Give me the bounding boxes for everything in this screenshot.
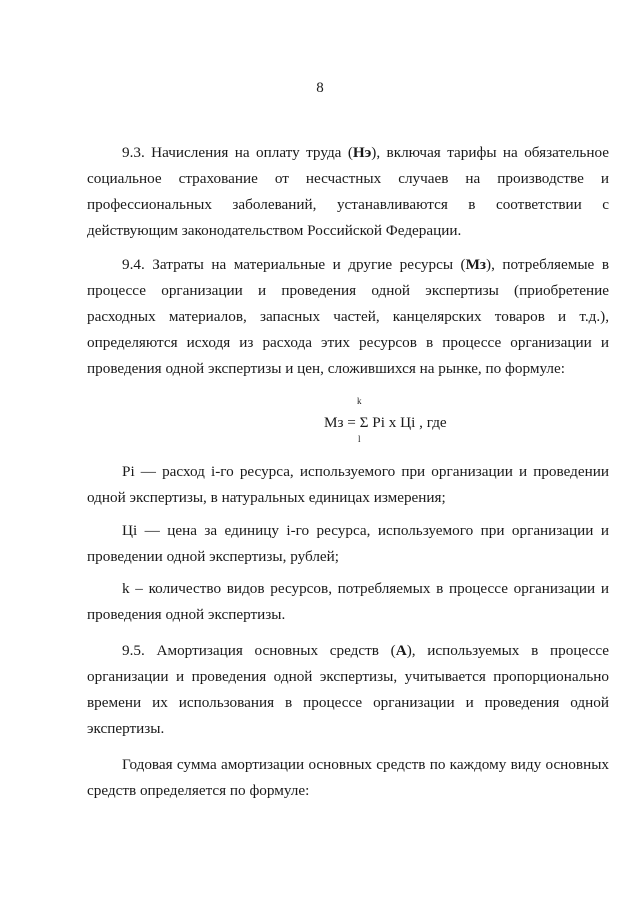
paragraph-number: 9.3. xyxy=(122,144,145,161)
paragraph-text: ), включая тарифы на обязательное социальное страхование от несчастных случаев на производстве и профессиональных заболеваний, устанавливаются в соответствии с действующим законодательством Российской Федерации. xyxy=(87,144,610,239)
paragraph-9-4 xyxy=(87,252,609,382)
definition-ci xyxy=(87,518,609,570)
formula-mz xyxy=(0,396,640,446)
term-bold: А xyxy=(395,642,407,659)
sum-lower-limit: l xyxy=(358,434,361,444)
definition-text: Pi — расход i-го ресурса, используемого при организации и проведении одной экспертизы, в натуральных единицах измерения; xyxy=(87,463,609,506)
paragraph-annual-depreciation xyxy=(87,752,609,804)
formula-expression: Мз = Σ Pi x Цi , где xyxy=(324,414,447,431)
term-bold: Мз xyxy=(465,256,487,273)
definition-text: Цi — цена за единицу i-го ресурса, используемого при организации и проведении одной экспертизы, рублей; xyxy=(87,522,609,565)
page-number: 8 xyxy=(316,80,324,96)
paragraph-9-3 xyxy=(87,140,609,244)
paragraph-text: Затраты на материальные и другие ресурсы ( xyxy=(144,256,466,273)
paragraph-number: 9.5. xyxy=(122,642,145,659)
paragraph-number: 9.4. xyxy=(122,256,145,273)
sum-upper-limit: k xyxy=(357,396,362,406)
definition-text: k – количество видов ресурсов, потребляемых в процессе организации и проведения одной экспертизы. xyxy=(87,580,609,623)
definition-pi xyxy=(87,459,609,511)
paragraph-text: ), потребляемые в процессе организации и проведения одной экспертизы (приобретение расходных материалов, запасных частей, канцелярских товаров и т.д.), определяются исходя из расхода этих ресурсов в процессе организации и проведения одной экспертизы и цен, сложившихся на рынке, по формуле: xyxy=(87,256,609,377)
term-bold: Нэ xyxy=(352,144,372,161)
paragraph-text: Амортизация основных средств ( xyxy=(144,642,396,659)
paragraph-9-5 xyxy=(87,638,609,742)
paragraph-text: ), используемых в процессе организации и проведения одной экспертизы, учитывается пропорционально времени их использования в процессе организации и проведения одной экспертизы. xyxy=(87,642,609,737)
definition-k xyxy=(87,576,609,628)
paragraph-text: Начисления на оплату труда ( xyxy=(144,144,353,161)
paragraph-text: Годовая сумма амортизации основных средств по каждому виду основных средств определяется по формуле: xyxy=(87,756,609,799)
